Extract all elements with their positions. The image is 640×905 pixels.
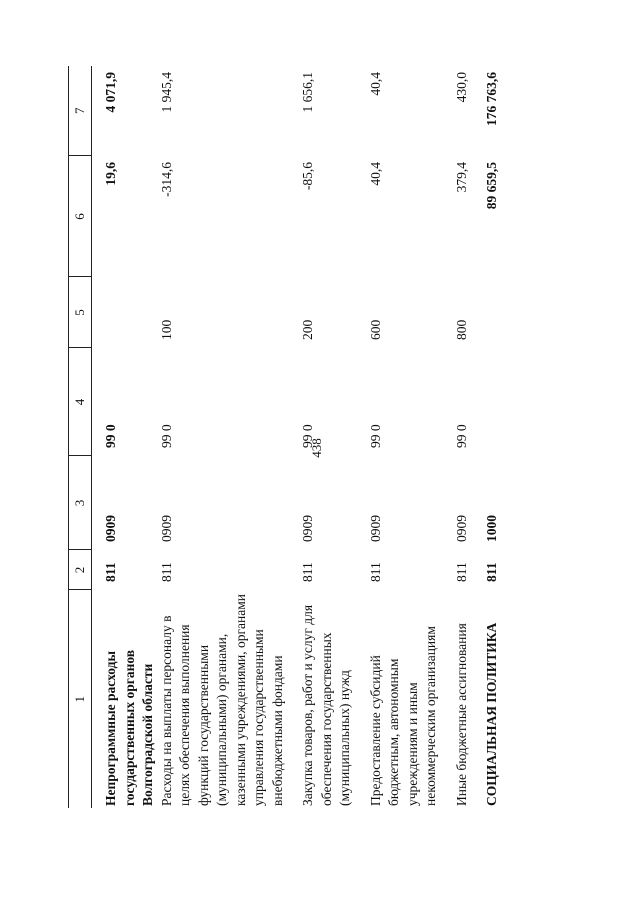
cell-change: 379,4 <box>453 162 469 193</box>
cell-ministry: 811 <box>300 562 315 582</box>
cell-expense-type: 800 <box>453 319 469 340</box>
cell-expense-type <box>92 277 158 348</box>
cell-change: -314,6 <box>158 162 174 197</box>
cell-total: 40,4 <box>367 72 383 96</box>
table-row <box>287 66 355 808</box>
header-row <box>69 66 92 808</box>
header-cell: 3 <box>69 456 92 550</box>
cell-section: 0909 <box>103 515 118 542</box>
row-title: Закупка товаров, работ и услуг для обеспечения государственных (муниципальных) нужд <box>300 604 352 806</box>
cell-total: 1 945,4 <box>158 72 174 113</box>
budget-table <box>68 66 502 808</box>
cell-article: 99 0 <box>367 424 383 448</box>
cell-ministry: 811 <box>158 562 174 582</box>
table-row <box>471 66 502 808</box>
table-row <box>158 66 288 808</box>
cell-expense-type <box>471 277 502 348</box>
cell-total: 430,0 <box>453 72 469 103</box>
budget-table-frame <box>68 66 578 808</box>
cell-section: 1000 <box>484 515 499 542</box>
table-row <box>92 66 158 808</box>
cell-article <box>471 348 502 456</box>
row-title: Иные бюджетные ассигнования <box>453 623 469 806</box>
header-cell: 1 <box>69 590 92 808</box>
cell-change: 19,6 <box>103 162 118 186</box>
cell-total: 176 763,6 <box>484 72 499 126</box>
header-cell: 2 <box>69 550 92 590</box>
cell-expense-type: 200 <box>300 319 315 340</box>
cell-section: 0909 <box>158 515 174 542</box>
cell-total: 1 656,1 <box>300 72 315 113</box>
cell-ministry: 811 <box>103 562 118 582</box>
table-row <box>355 66 441 808</box>
cell-change: -85,6 <box>300 162 315 191</box>
cell-section: 0909 <box>367 515 383 542</box>
page-number: 438 <box>308 438 324 458</box>
header-cell: 4 <box>69 348 92 456</box>
header-cell: 6 <box>69 156 92 277</box>
cell-expense-type: 600 <box>367 319 383 340</box>
cell-article: 99 0 <box>300 424 315 448</box>
cell-change: 40,4 <box>367 162 383 186</box>
cell-section: 0909 <box>453 515 469 542</box>
cell-ministry: 811 <box>367 562 383 582</box>
row-title: Непрограммные расходы государственных органов Волгоградской области <box>103 649 155 806</box>
cell-section: 0909 <box>300 515 315 542</box>
cell-ministry: 811 <box>484 562 499 582</box>
cell-expense-type: 100 <box>158 319 174 340</box>
cell-article: 99 0 <box>158 424 174 448</box>
cell-ministry: 811 <box>453 562 469 582</box>
cell-article: 99 0 <box>103 424 118 448</box>
cell-article: 99 0 <box>453 424 469 448</box>
table-row <box>441 66 472 808</box>
row-title: СОЦИАЛЬНАЯ ПОЛИТИКА <box>484 622 499 806</box>
header-cell: 5 <box>69 277 92 348</box>
row-title: Предоставление субсидий бюджетным, автономным учреждениям и иным некоммерческим организациям <box>367 626 438 806</box>
cell-total: 4 071,9 <box>103 72 118 113</box>
row-title: Расходы на выплаты персоналу в целях обеспечения выполнения функций государственными (муниципальными) органами, казенными учреждениями, органами управления государственными внебюджетными фондами <box>158 594 285 806</box>
header-cell: 7 <box>69 66 92 156</box>
cell-change: 89 659,5 <box>484 162 499 210</box>
